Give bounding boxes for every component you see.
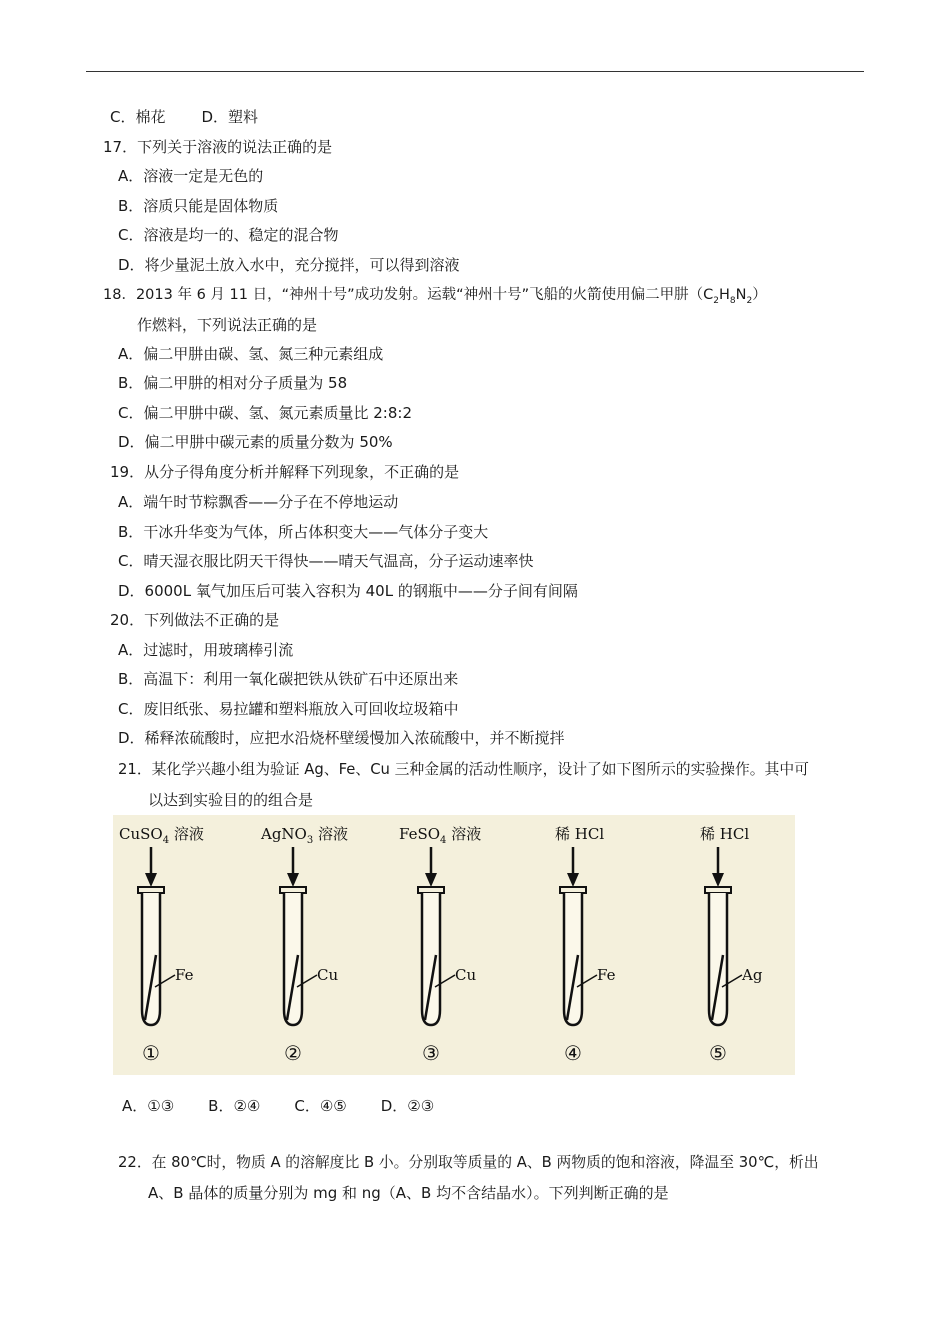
q20-stem: 20．下列做法不正确的是 [110,611,280,629]
test-tube-figure [113,815,795,1075]
q18-formula-sub: 2 [746,295,753,306]
q18-option-b: B．偏二甲肼的相对分子质量为 58 [118,374,348,392]
q16-option-c: C．棉花 [110,108,166,126]
tube-rim [418,887,444,893]
q22-stem-line2: A、B 晶体的质量分别为 mg 和 ng（A、B 均不含结晶水）。下列判断正确的是 [148,1184,669,1202]
q22-stem: 22．在 80℃时，物质 A 的溶解度比 B 小。分别取等质量的 A、B 两物质的饱和溶液，降温至 30℃，析出 [118,1154,819,1171]
metal-label: Fe [175,966,194,984]
q19-option-b: B．干冰升华变为气体，所占体积变大——气体分子变大 [118,523,489,541]
q18-stem-close: ） [752,287,767,303]
test-tube-2 [260,825,348,1065]
tube-body [284,893,302,1025]
arrow-head [712,873,724,887]
test-tube-1 [119,825,204,1065]
tube-number: ④ [564,1041,582,1065]
reagent-label: 稀 HCl [555,825,605,843]
q17-option-d: D．将少量泥土放入水中，充分搅拌，可以得到溶液 [118,256,460,274]
reagent-label: FeSO$_4$ 溶液 [399,825,482,846]
arrow-head [425,873,437,887]
test-tube-5 [700,825,763,1065]
tube-rim [280,887,306,893]
q17-option-a: A．溶液一定是无色的 [118,167,264,185]
q19-option-d: D．6000L 氧气加压后可装入容积为 40L 的钢瓶中——分子间有间隔 [118,582,578,600]
q20-option-a: A．过滤时，用玻璃棒引流 [118,641,294,659]
q21-answer-b: B．②④ [208,1097,261,1115]
q18-option-c: C．偏二甲肼中碳、氢、氮元素质量比 2:8:2 [118,404,412,422]
metal-label: Fe [597,966,616,984]
q21-answer-d: D．②③ [380,1097,435,1115]
tube-body [422,893,440,1025]
q18-stem-text: 18．2013 年 6 月 11 日，“神州十号”成功发射。运载“神州十号”飞船的火箭使用偏二甲肼（C [103,287,714,303]
q18-formula-sub: 2 [713,295,719,306]
q20-option-c: C．废旧纸张、易拉罐和塑料瓶放入可回收垃圾箱中 [118,700,459,718]
q18-formula-sub: 8 [729,295,736,306]
arrow-head [145,873,157,887]
reagent-label: AgNO$_3$ 溶液 [261,825,349,846]
tube-number: ⑤ [709,1041,727,1065]
tube-rim [705,887,731,893]
tube-number: ① [142,1041,160,1065]
q17-option-b: B．溶质只能是固体物质 [118,197,279,215]
metal-label: Cu [455,966,477,984]
q21-stem-line2: 以达到实验目的的组合是 [148,791,314,809]
q17-stem: 17．下列关于溶液的说法正确的是 [103,138,333,156]
q19-stem: 19．从分子得角度分析并解释下列现象，不正确的是 [110,463,460,481]
arrow-head [567,873,579,887]
tube-number: ② [284,1041,302,1065]
q19-option-c: C．晴天湿衣服比阴天干得快——晴天气温高，分子运动速率快 [118,552,534,570]
tube-body [709,893,727,1025]
q21-answer-c: C．④⑤ [294,1097,347,1115]
q18-stem [103,285,767,305]
tube-body [564,893,582,1025]
q18-option-a: A．偏二甲肼由碳、氢、氮三种元素组成 [118,345,384,363]
q18-stem-line2: 作燃料，下列说法正确的是 [137,316,318,334]
reagent-label: 稀 HCl [700,825,750,843]
tube-body [142,893,160,1025]
q18-formula-h: H [718,287,730,303]
arrow-head [287,873,299,887]
q20-option-d: D．稀释浓硫酸时，应把水沿烧杯壁缓慢加入浓硫酸中，并不断搅拌 [118,729,565,747]
q17-option-c: C．溶液是均一的、稳定的混合物 [118,226,339,244]
q18-formula-n: N [735,287,747,303]
test-tube-4 [555,825,616,1065]
test-tube-3 [399,825,481,1065]
q21-stem: 21．某化学兴趣小组为验证 Ag、Fe、Cu 三种金属的活动性顺序，设计了如下图所示的实验操作。其中可 [118,761,809,778]
tube-rim [138,887,164,893]
q19-option-a: A．端午时节粽飘香——分子在不停地运动 [118,493,399,511]
q21-answer-a: A．①③ [122,1097,175,1115]
metal-label: Ag [742,966,763,984]
q21-answers [122,1096,434,1116]
q20-option-b: B．高温下：利用一氧化碳把铁从铁矿石中还原出来 [118,670,459,688]
metal-label: Cu [317,966,339,984]
tube-number: ③ [422,1041,440,1065]
q16-options [110,107,258,127]
tube-rim [560,887,586,893]
reagent-label: CuSO$_4$ 溶液 [119,825,204,846]
header-rule [86,71,864,72]
q16-option-d: D．塑料 [201,108,259,126]
q18-option-d: D．偏二甲肼中碳元素的质量分数为 50% [118,433,393,451]
